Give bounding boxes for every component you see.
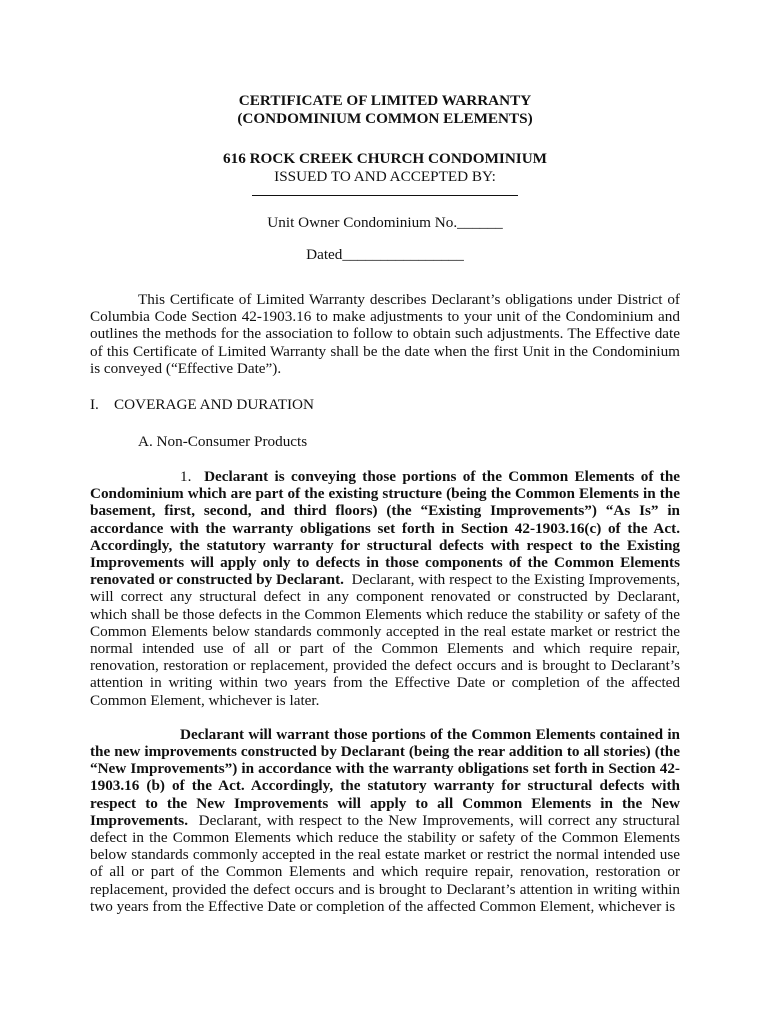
subsection-heading: A. Non-Consumer Products [138, 433, 308, 451]
document-page [90, 92, 680, 915]
paragraph-1-bold: Declarant is conveying those portions of the Common Elements of the Condominium which are part of the existing structure (being the Common Elements in the basement, first, second, and third floors) (the “Existing Improvements”) “As Is” in accordance with the warranty obligations set forth in Section 42-1903.16(c) of the Act. Accordingly, the statutory warranty for structural defects with respect to the Existing Improvements will apply only to defects in those components of the Common Elements renovated or constructed by Declarant. [90, 468, 681, 589]
paragraph-1 [90, 468, 680, 709]
paragraph-2 [90, 726, 680, 915]
paragraph-2-bold: Declarant will warrant those portions of the Common Elements contained in the new improvements constructed by Declarant (being the rear addition to all stories) (the “New Improvements”) in accordance with the warranty obligations set forth in Section 42-1903.16 (b) of the Act. Accordingly, the statutory warranty for structural defects with respect to the New Improvements will apply to all Common Elements in the New Improvements. [90, 725, 680, 829]
certificate-subtitle: (CONDOMINIUM COMMON ELEMENTS) [237, 110, 533, 127]
section-number: I. [90, 396, 99, 414]
section-title: COVERAGE AND DURATION [114, 396, 314, 414]
dated-line: Dated________________ [306, 246, 464, 263]
certificate-title: CERTIFICATE OF LIMITED WARRANTY [238, 92, 532, 109]
paragraph-1-text: Declarant, with respect to the Existing Improvements, will correct any structural defect in any component renovated or constructed by Declarant, which shall be those defects in the Common Elements which reduce the stability or safety of the Common Elements below standards commonly accepted in the real estate market or restrict the normal intended use of all or part of the Common Elements and which require repair, renovation, restoration or replacement, provided the defect occurs and is brought to Declarant’s attention in writing within two years from the Effective Date or completion of the affected Common Element, whichever is later. [90, 571, 680, 709]
paragraph-1-number: 1. [180, 468, 192, 486]
intro-paragraph: This Certificate of Limited Warranty describes Declarant’s obligations under District of Columbia Code Section 42-1903.16 to make adjustments to your unit of the Condominium and outlines the methods for the association to follow to obtain such adjustments. The Effective date of this Certificate of Limited Warranty shall be the date when the first Unit in the Condominium is conveyed (“Effective Date”). [90, 291, 680, 377]
issued-to-label: ISSUED TO AND ACCEPTED BY: [274, 168, 496, 185]
section-heading [90, 396, 680, 414]
signature-line [252, 195, 518, 196]
paragraph-2-text: Declarant, with respect to the New Improvements, will correct any structural defect in the Common Elements which reduce the stability or safety of the Common Elements below standards commonly accepted in the real estate market or restrict the normal intended use of all or part of the Common Elements and which require repair, renovation, restoration or replacement, provided the defect occurs and is brought to Declarant’s attention in writing within two years from the Effective Date or completion of the affected Common Element, whichever is [90, 811, 680, 915]
condominium-name: 616 ROCK CREEK CHURCH CONDOMINIUM [223, 150, 547, 167]
unit-owner-line: Unit Owner Condominium No.______ [267, 214, 503, 231]
